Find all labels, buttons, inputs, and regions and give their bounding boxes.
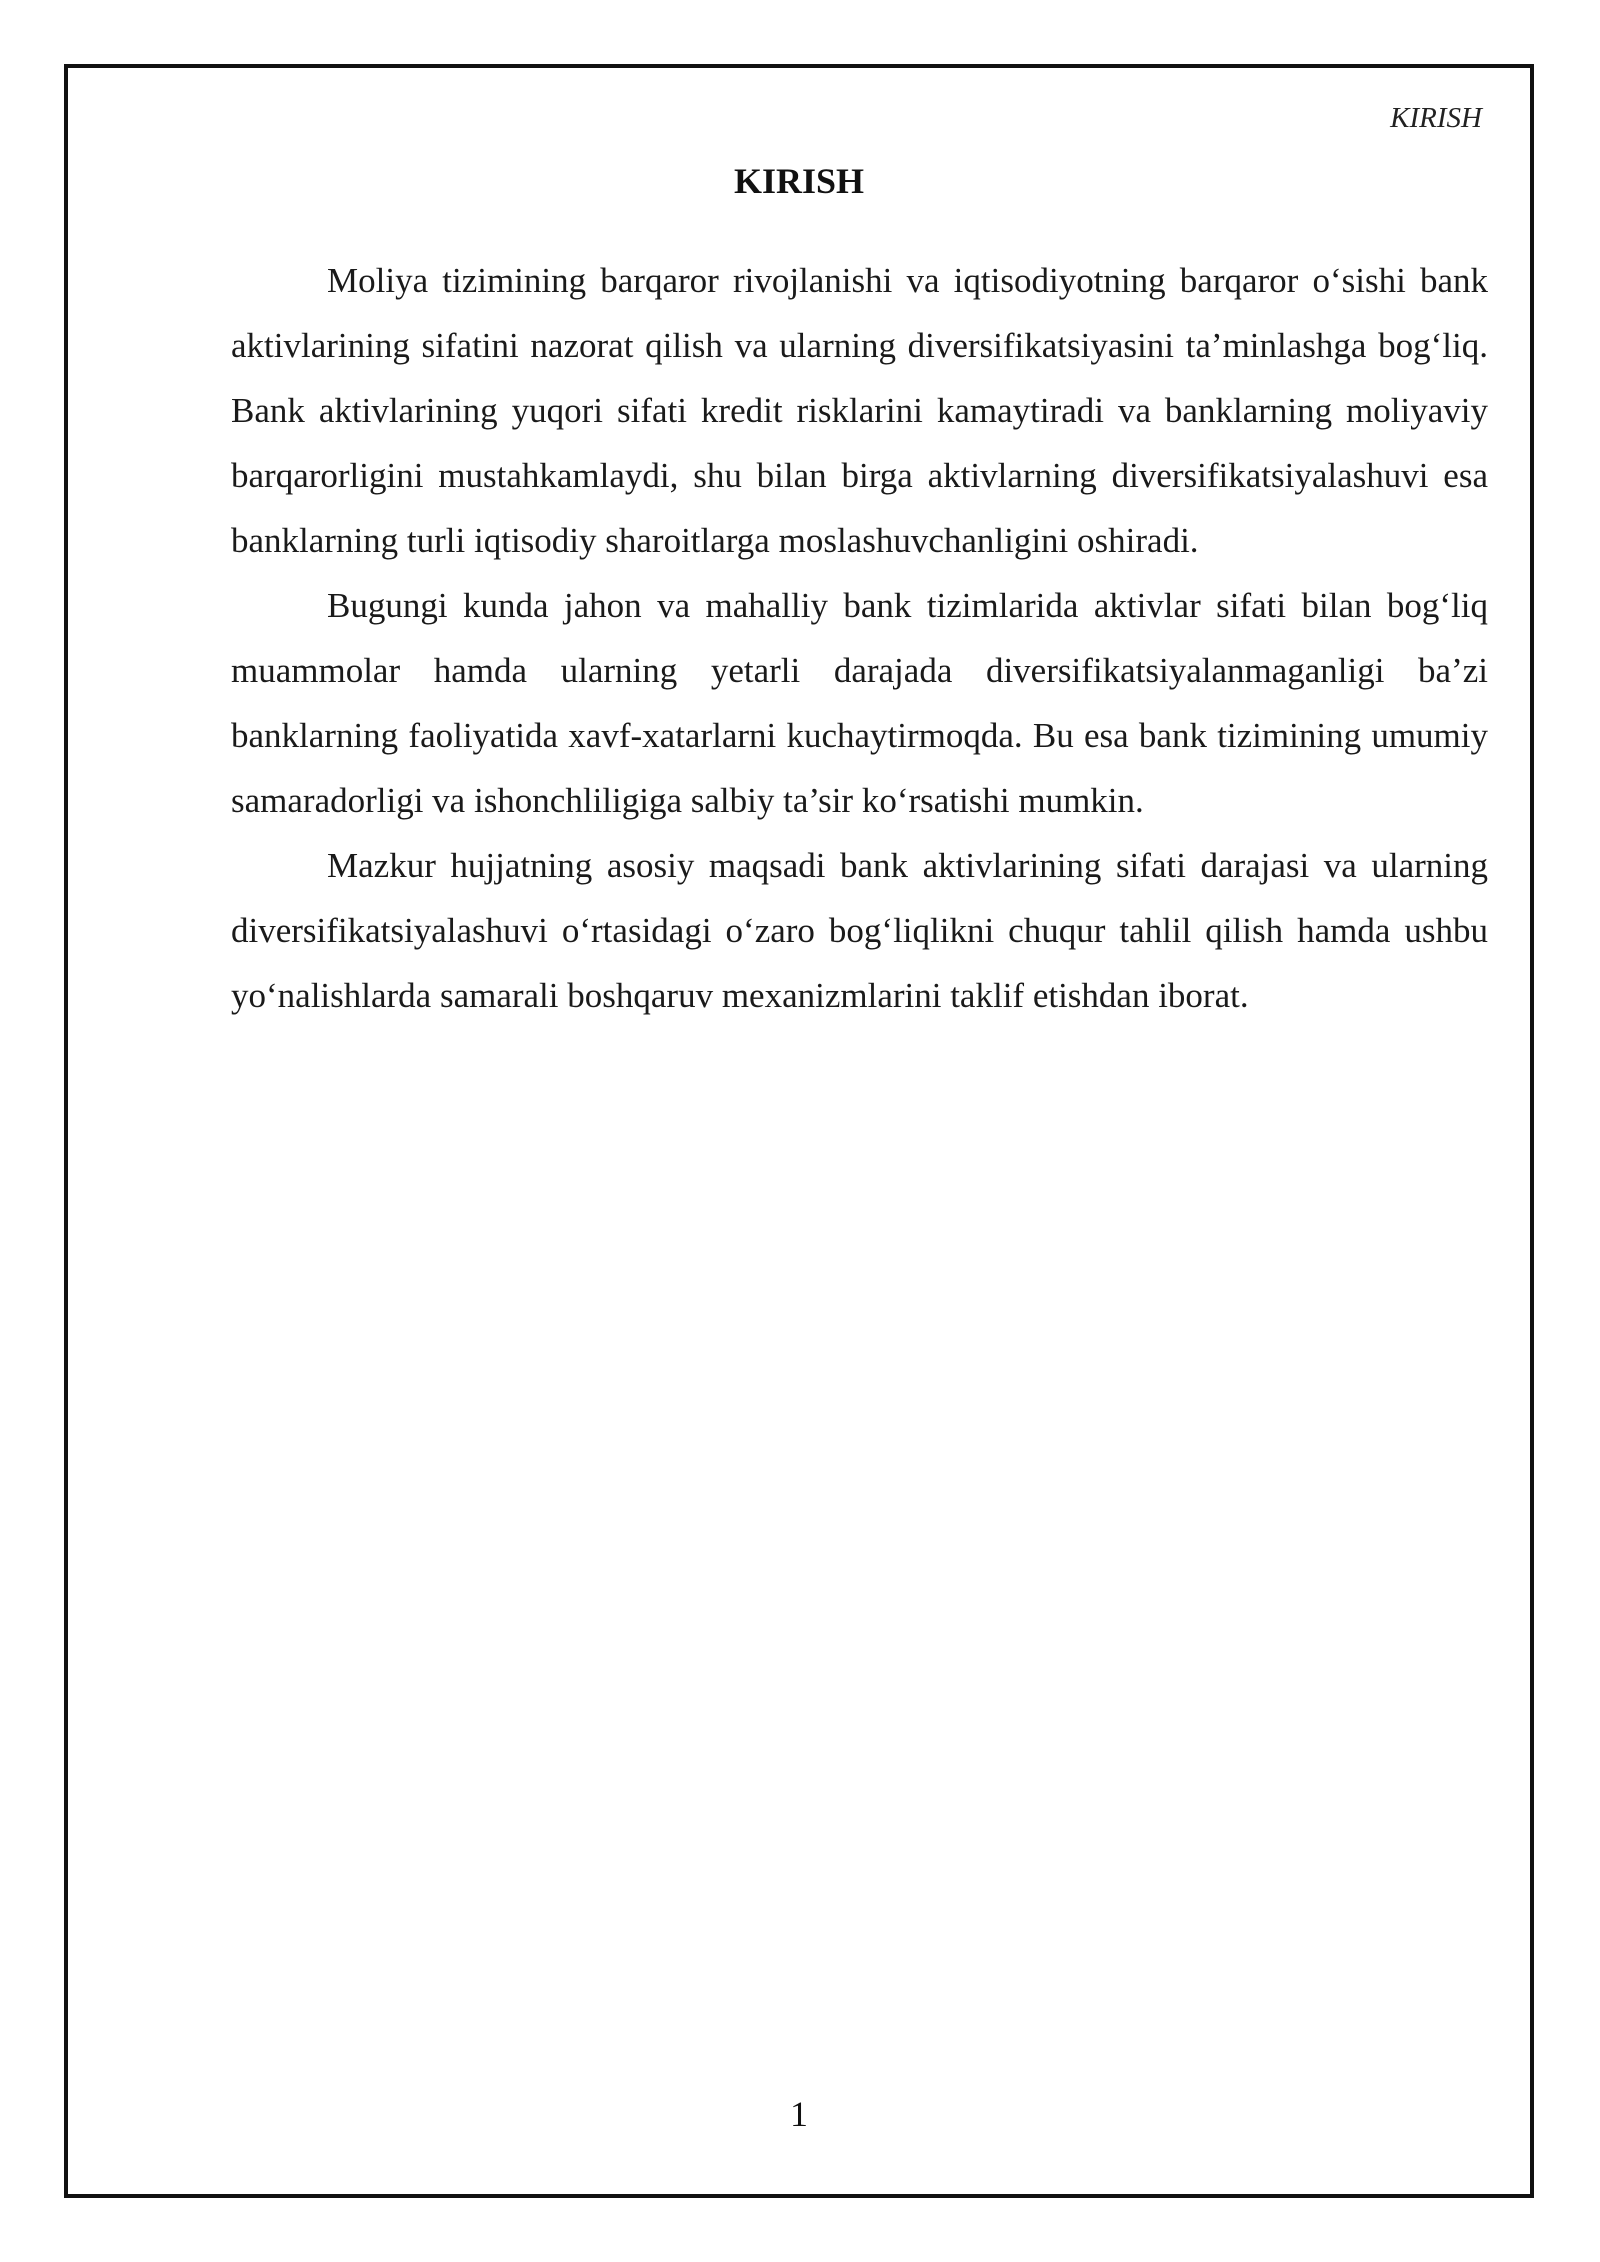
page-title: KIRISH xyxy=(733,161,865,201)
page-number: 1 xyxy=(790,2094,808,2134)
body-text xyxy=(231,248,1488,1028)
paragraph-3: Mazkur hujjatning asosiy maqsadi bank aktivlarining sifati darajasi va ularning diversifikatsiyalashuvi o‘rtasidagi o‘zaro bog‘liqlikni chuqur tahlil qilish hamda ushbu yo‘nalishlarda samarali boshqaruv mexanizmlarini taklif etishdan iborat. xyxy=(231,846,1488,1015)
paragraph-2: Bugungi kunda jahon va mahalliy bank tizimlarida aktivlar sifati bilan bog‘liq muammolar hamda ularning yetarli darajada diversifikatsiyalanmaganligi ba’zi banklarning faoliyatida xavf-xatarlarni kuchaytirmoqda. Bu esa bank tizimining umumiy samaradorligi va ishonchliligiga salbiy ta’sir ko‘rsatishi mumkin. xyxy=(231,586,1488,820)
paragraph-1: Moliya tizimining barqaror rivojlanishi va iqtisodiyotning barqaror o‘sishi bank aktivlarining sifatini nazorat qilish va ularning diversifikatsiyasini ta’minlashga bog‘liq. Bank aktivlarining yuqori sifati kredit risklarini kamaytiradi va banklarning moliyaviy barqarorligini mustahkamlaydi, shu bilan birga aktivlarning diversifikatsiyalashuvi esa banklarning turli iqtisodiy sharoitlarga moslashuvchanligini oshiradi. xyxy=(231,261,1488,560)
page-border-frame xyxy=(64,64,1534,2198)
running-header: KIRISH xyxy=(1390,102,1482,134)
